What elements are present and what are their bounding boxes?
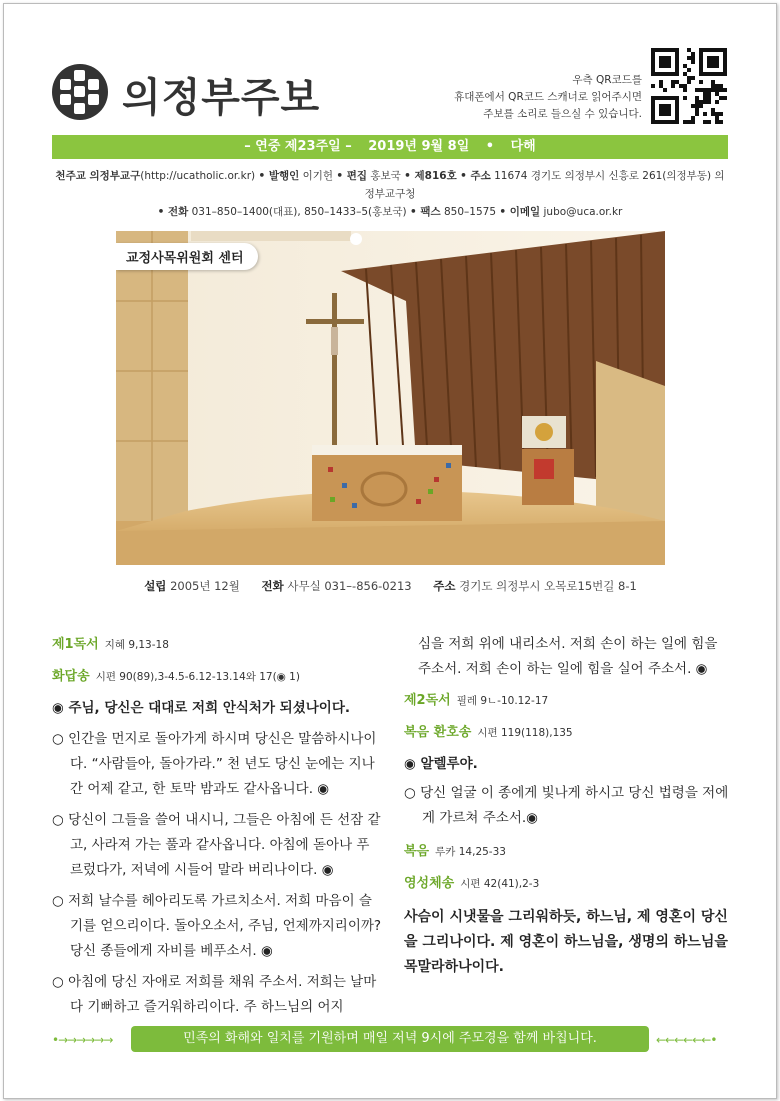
- newsletter-title: 의정부주보: [122, 75, 321, 121]
- communion-ref: 시편 42(41),2-3: [460, 878, 540, 890]
- address-label: • 주소: [460, 170, 491, 182]
- psalm-ref: 시편 90(89),3-4.5-6.12-13.14와 17(◉ 1): [95, 671, 300, 683]
- acclamation-heading: 복음 환호송: [404, 725, 472, 740]
- footer-banner: 민족의 화해와 일치를 기원하며 매일 저녁 9시에 주모경을 함께 바칩니다.: [131, 1026, 649, 1052]
- caption-address-label: 주소: [433, 579, 456, 593]
- issue-date: 2019년 9월 8일: [368, 139, 470, 154]
- communion-heading: 영성체송: [404, 876, 455, 891]
- gospel-heading: 복음: [404, 844, 430, 859]
- issue-number: • 제816호: [404, 170, 457, 182]
- editor: 홍보국: [370, 170, 401, 182]
- email[interactable]: jubo@uca.or.kr: [543, 206, 623, 218]
- psalm-verse: ○ 인간을 먼지로 돌아가게 하시며 당신은 말씀하시나이다. “사람들아, 돌아가라.” 천 년도 당신 눈에는 지나간 어제 같고, 한 토막 밤과도 같사옵니다. ◉: [52, 731, 377, 797]
- editor-label: • 편집: [336, 170, 368, 182]
- qr-note-line: 우측 QR코드를: [572, 74, 642, 86]
- right-column: [404, 632, 730, 980]
- address: 11674 경기도 의정부시 신흥로 261(의정부동) 의정부교구청: [364, 170, 725, 200]
- fax-label: • 팩스: [410, 206, 441, 218]
- qr-note-line: 휴대폰에서 QR코드 스캐너로 읽어주시면: [454, 91, 642, 103]
- chapel-illustration: [116, 231, 665, 565]
- psalm-response: ◉ 주님, 당신은 대대로 저희 안식처가 되셨나이다.: [52, 700, 351, 716]
- qr-note-line: 주보를 소리로 들으실 수 있습니다.: [483, 108, 642, 120]
- fax: 850–1575: [444, 206, 497, 218]
- caption-phone: 사무실 031–-856-0213: [287, 579, 412, 593]
- acclamation-ref: 시편 119(118),135: [477, 727, 573, 739]
- reading2-ref: 필레 9ㄴ-10.12-17: [456, 695, 549, 707]
- psalm-heading: 화답송: [52, 669, 90, 684]
- alleluia: ◉ 알렐루야.: [404, 756, 478, 772]
- vine-left-icon: •→→→→→→: [52, 1033, 113, 1047]
- caption-phone-label: 전화: [261, 579, 284, 593]
- est-date: 2005년 12월: [170, 579, 240, 593]
- reading2-heading: 제2독서: [404, 693, 451, 708]
- psalm-verse: ○ 저희 날수를 헤아리도록 가르치소서. 저희 마음이 슬기를 얻으리이다. 돌아오소서, 주님, 언제까지리이까? 당신 종들에게 자비를 베푸소서. ◉: [52, 893, 382, 959]
- chapel-photo: [116, 231, 665, 565]
- org-name: 천주교 의정부교구: [55, 170, 141, 182]
- communion-text: 사슴이 시냇물을 그리워하듯, 하느님, 제 영혼이 당신을 그리나이다. 제 영혼이 하느님을, 생명의 하느님을 목말라하나이다.: [404, 909, 728, 975]
- phone: 031–850–1400(대표), 850–1433–5(홍보국): [191, 206, 407, 218]
- acclamation-verse: ○ 당신 얼굴 이 종에게 빛나게 하시고 당신 법령을 저에게 가르쳐 주소서.◉: [404, 785, 729, 826]
- qr-code-icon[interactable]: [651, 48, 727, 124]
- email-label: • 이메일: [499, 206, 541, 218]
- gospel-ref: 루카 14,25-33: [435, 846, 506, 858]
- bar-separator: •: [485, 139, 495, 154]
- org-url[interactable]: (http://ucatholic.or.kr): [140, 170, 256, 182]
- reading1-ref: 지혜 9,13-18: [104, 639, 169, 651]
- liturgical-date-bar: [52, 135, 728, 159]
- publication-info: [52, 167, 728, 221]
- diocese-logo-icon: [52, 64, 108, 120]
- liturgical-season: – 연중 제23주일 –: [244, 139, 352, 154]
- photo-tag: 교정사목위원회 센터: [116, 243, 258, 270]
- publisher-label: • 발행인: [258, 170, 300, 182]
- liturgical-year: 다해: [510, 139, 536, 154]
- phone-label: • 전화: [157, 206, 189, 218]
- left-column: [52, 632, 382, 1020]
- reading1-heading: 제1독서: [52, 637, 99, 652]
- psalm-verse: ○ 당신이 그들을 쓸어 내시니, 그들은 아침에 든 선잠 같고, 사라져 가는 풀과 같사옵니다. 아침에 돋아나 푸르렀다가, 저녁에 시들어 말라 버리나이다. ◉: [52, 812, 381, 878]
- caption-address: 경기도 의정부시 오목로15번길 8-1: [459, 579, 637, 593]
- psalm-verse: ○ 아침에 당신 자애로 저희를 채워 주소서. 저희는 날마다 기뻐하고 즐거워하리이다. 주 하느님의 어지: [52, 974, 377, 1015]
- est-label: 설립: [144, 579, 167, 593]
- publisher: 이기헌: [302, 170, 334, 182]
- vine-right-icon: ←←←←←←•: [656, 1033, 717, 1047]
- qr-instructions: [454, 72, 642, 123]
- psalm-continued: 심을 저희 위에 내리소서. 저희 손이 하는 일에 힘을 주소서. 저희 손이 하는 일에 힘을 실어 주소서. ◉: [418, 636, 718, 677]
- photo-caption: [116, 578, 665, 594]
